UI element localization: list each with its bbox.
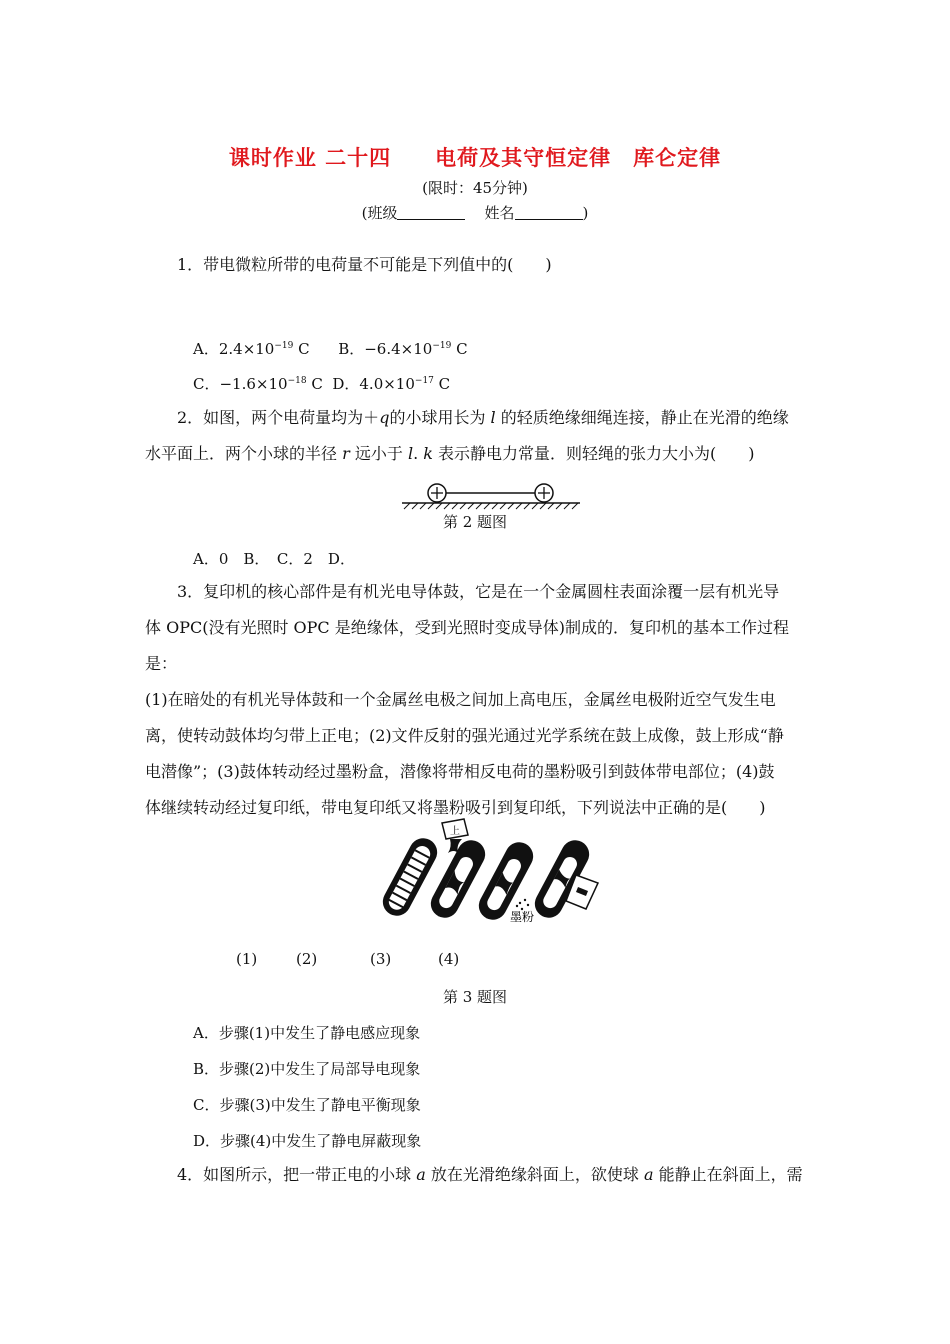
q1-option-c: C．$-1.6\times 10^{-18}$ C bbox=[193, 375, 323, 393]
q1-option-d: D．$4.0\times 10^{-17}$ C bbox=[332, 375, 451, 393]
q2-figure bbox=[398, 478, 584, 510]
class-label: (班级 bbox=[361, 204, 398, 222]
q1-option-a: A．$2.4\times 10^{-19}$ C bbox=[193, 340, 310, 358]
q3-option-c: C．步骤(3)中发生了静电平衡现象 bbox=[193, 1096, 421, 1114]
q2-stem: 2．如图，两个电荷量均为＋q的小球用长为 l 的轻质绝缘细绳连接，静止在光滑的绝缘 bbox=[177, 408, 789, 427]
q2-options: A．0 B． C．2 D． bbox=[193, 550, 355, 568]
q3-option-d: D．步骤(4)中发生了静电屏蔽现象 bbox=[193, 1132, 422, 1150]
q3-figure bbox=[380, 817, 610, 929]
close-paren: ) bbox=[582, 204, 589, 222]
name-label: 姓名 bbox=[484, 204, 515, 222]
step-label-1: (1) bbox=[236, 950, 258, 968]
q1-options-row2 bbox=[193, 373, 450, 394]
time-limit: (限时：45分钟) bbox=[422, 179, 528, 197]
q3-option-a: A．步骤(1)中发生了静电感应现象 bbox=[193, 1024, 421, 1042]
class-name-line bbox=[0, 202, 950, 223]
name-blank[interactable] bbox=[515, 204, 583, 220]
document-label: 上 bbox=[450, 826, 460, 837]
q2-figure-caption: 第 2 题图 bbox=[442, 513, 508, 531]
q3-option-b: B．步骤(2)中发生了局部导电现象 bbox=[193, 1060, 421, 1078]
step-label-2: (2) bbox=[296, 950, 318, 968]
q1-options-row1 bbox=[193, 338, 468, 359]
page-title: 课时作业 二十四 电荷及其守恒定律 库仑定律 bbox=[228, 146, 722, 170]
step-label-4: (4) bbox=[438, 950, 460, 968]
question-3 bbox=[145, 574, 810, 826]
q3-line-2: 体 OPC(没有光照时 OPC 是绝缘体，受到光照时变成导体)制成的．复印机的基本工作过程是： bbox=[145, 618, 789, 673]
toner-label: 墨粉 bbox=[510, 910, 535, 924]
q3-figure-caption: 第 3 题图 bbox=[442, 988, 508, 1006]
q3-line-3: (1)在暗处的有机光导体鼓和一个金属丝电极之间加上高电压，金属丝电极附近空气发生电 bbox=[145, 690, 776, 709]
ground-hatching bbox=[404, 503, 578, 509]
step-label-3: (3) bbox=[370, 950, 392, 968]
q3-line-4: 离，使转动鼓体均匀带上正电；(2)文件反射的强光通过光学系统在鼓上成像，鼓上形成“静 bbox=[145, 726, 784, 745]
q3-line-5: 电潜像”；(3)鼓体转动经过墨粉盒，潜像将带相反电荷的墨粉吸引到鼓体带电部位；(4)鼓 bbox=[145, 762, 775, 781]
q1-stem: 1．带电微粒所带的电荷量不可能是下列值中的( ) bbox=[177, 255, 552, 274]
question-2 bbox=[145, 400, 810, 472]
charged-ball-right bbox=[535, 484, 553, 502]
q3-line-1: 3．复印机的核心部件是有机光电导体鼓，它是在一个金属圆柱表面涂覆一层有机光导 bbox=[177, 582, 780, 601]
question-4 bbox=[145, 1157, 810, 1193]
q2-stem-cont: 水平面上．两个小球的半径 r 远小于 l. k 表示静电力常量．则轻绳的张力大小为( ) bbox=[145, 444, 755, 463]
class-blank[interactable] bbox=[397, 204, 465, 220]
toner-dots bbox=[516, 899, 529, 910]
q1-option-b: B．$-6.4\times 10^{-19}$ C bbox=[338, 340, 468, 358]
q4-stem: 4．如图所示，把一带正电的小球 a 放在光滑绝缘斜面上，欲使球 a 能静止在斜面上，需 bbox=[177, 1165, 803, 1184]
charged-ball-left bbox=[428, 484, 446, 502]
q3-line-6: 体继续转动经过复印纸，带电复印纸又将墨粉吸引到复印纸，下列说法中正确的是( ) bbox=[145, 798, 766, 817]
question-1 bbox=[145, 247, 810, 283]
